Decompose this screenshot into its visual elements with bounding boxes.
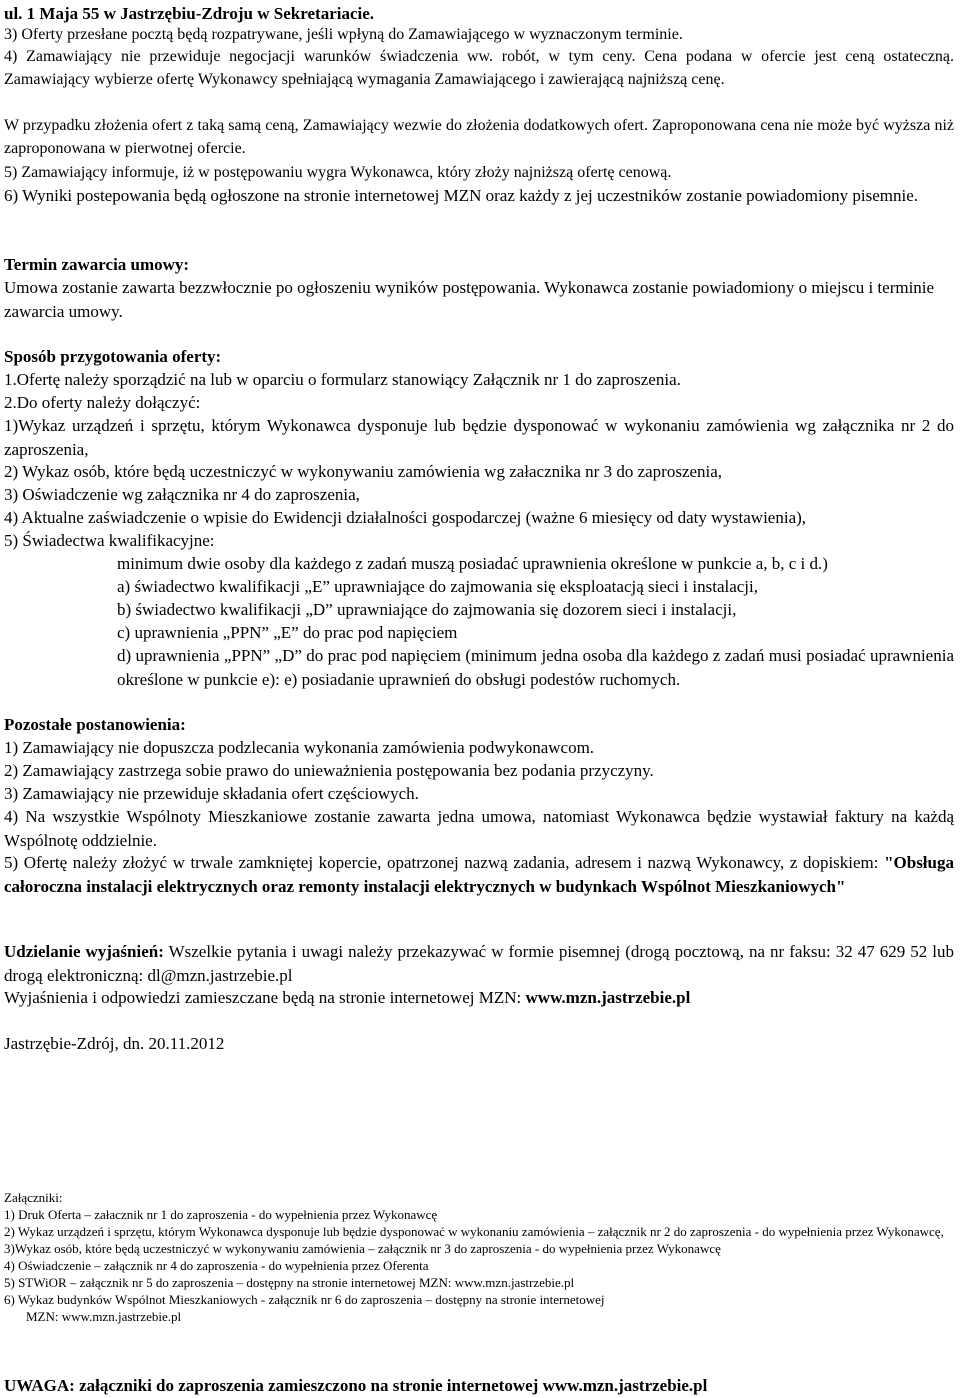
attachments-list: [4, 1189, 954, 1325]
attachment-item: 3)Wykaz osób, które będą uczestniczyć w wykonywaniu zamówienia – załącznik nr 3 do zaproszenia - do wypełnienia przez Wykonawcę: [4, 1241, 721, 1256]
wyjasnienia-line-2: [4, 986, 954, 1010]
attachment-item: 5) STWiOR – załącznik nr 5 do zaproszenia – dostępny na stronie internetowej MZN: www.mzn.jastrzebie.pl: [4, 1275, 575, 1290]
sposob-item-1: 1.Ofertę należy sporządzić na lub w oparciu o formularz stanowiący Załącznik nr 1 do zaproszenia.: [4, 370, 681, 389]
qualification-a: a) świadectwo kwalifikacji „E” uprawniające do zajmowania się eksploatacją sieci i instalacji,: [117, 577, 759, 596]
wyjasnienia-paragraph: [4, 940, 954, 987]
sposob-heading: Sposób przygotowania oferty:: [4, 347, 222, 366]
pozostale-2: 2) Zamawiający zastrzega sobie prawo do unieważnienia postępowania bez podania przyczyny.: [4, 761, 654, 780]
wyjasnienia-line-2-text: Wyjaśnienia i odpowiedzi zamieszczane będą na stronie internetowej MZN:: [4, 988, 526, 1007]
pozostale-heading: Pozostałe postanowienia:: [4, 715, 186, 734]
pozostale-4: 4) Na wszystkie Wspólnoty Mieszkaniowe zostanie zawarta jedna umowa, natomiast Wykonawca będzie wystawiał faktury na każdą Wspólnotę oddzielnie.: [4, 807, 954, 850]
document-date: Jastrzębie-Zdrój, dn. 20.11.2012: [4, 1034, 225, 1053]
qualification-c: c) uprawnienia „PPN” „E” do prac pod napięciem: [117, 623, 458, 642]
qualification-b: b) świadectwo kwalifikacji „D” uprawniające do zajmowania się dozorem sieci i instalacji,: [117, 600, 737, 619]
clause-4-equal-price: W przypadku złożenia ofert z taką samą ceną, Zamawiający wezwie do złożenia dodatkowych ofert. Zaproponowana cena nie może być wyższa niż zaproponowana w pierwotnej ofercie.: [4, 117, 954, 157]
pozostale-5-text: 5) Ofertę należy złożyć w trwale zamkniętej kopercie, opatrzonej nazwą zadania, adresem i nazwą Wykonawcy, z dopiskiem:: [4, 853, 885, 872]
qualification-d: d) uprawnienia „PPN” „D” do prac pod napięciem (minimum jedna osoba dla każdego z zadań musi posiadać uprawnienia określone w punkcie e): e) posiadanie uprawnień do obsługi podestów ruchomych.: [117, 646, 954, 689]
attachment-item: 4) Oświadczenie – załącznik nr 4 do zaproszenia - do wypełnienia przez Oferenta: [4, 1258, 429, 1273]
clause-5: 5) Zamawiający informuje, iż w postępowaniu wygra Wykonawca, który złoży najniższą ofertę cenową.: [4, 164, 672, 181]
attachment-req-4: 4) Aktualne zaświadczenie o wpisie do Ewidencji działalności gospodarczej (ważne 6 miesięcy od daty wystawienia),: [4, 508, 807, 527]
pozostale-3: 3) Zamawiający nie przewiduje składania ofert częściowych.: [4, 784, 419, 803]
clause-4: 4) Zamawiający nie przewiduje negocjacji warunków świadczenia ww. robót, w tym ceny. Cena podana w ofercie jest ceną ostateczną. Zamawiający wybierze ofertę Wykonawcy spełniającą wymagania Zamawiającego i zawierającą najniższą cenę.: [4, 48, 954, 88]
attachment-req-5: 5) Świadectwa kwalifikacyjne:: [4, 531, 215, 550]
attachment-item: 2) Wykaz urządzeń i sprzętu, którym Wykonawca dysponuje lub będzie dysponować w wykonaniu zamówienia – załącznik nr 2 do zaproszenia - do wypełnienia przez Wykonawcę,: [4, 1224, 944, 1239]
mzn-website-link[interactable]: www.mzn.jastrzebie.pl: [525, 988, 691, 1007]
wyjasnienia-heading: Udzielanie wyjaśnień:: [4, 942, 164, 961]
sposob-item-2: 2.Do oferty należy dołączyć:: [4, 393, 201, 412]
envelope-inscription: "Obsługa całoroczna instalacji elektrycznych oraz remonty instalacji elektrycznych w budynkach Wspólnot Mieszkaniowych": [4, 853, 954, 896]
attachment-item: 6) Wykaz budynków Wspólnot Mieszkaniowych - załącznik nr 6 do zaproszenia – dostępny na stronie internetowej: [4, 1292, 605, 1307]
clause-6: 6) Wyniki postepowania będą ogłoszone na stronie internetowej MZN oraz każdy z jej uczestników zostanie powiadomiony pisemnie.: [4, 186, 919, 205]
termin-heading: Termin zawarcia umowy:: [4, 255, 190, 274]
attachments-heading: Załączniki:: [4, 1190, 63, 1205]
clause-3: 3) Oferty przesłane pocztą będą rozpatrywane, jeśli wpłyną do Zamawiającego w wyznaczonym terminie.: [4, 26, 683, 43]
pozostale-5: [4, 851, 954, 898]
uwaga-note: UWAGA: załączniki do zaproszenia zamieszczono na stronie internetowej www.mzn.jastrzebie.pl: [4, 1376, 708, 1395]
termin-text: Umowa zostanie zawarta bezzwłocznie po ogłoszeniu wyników postępowania. Wykonawca zostanie powiadomiony o miejscu i terminie zawarcia umowy.: [4, 278, 935, 321]
qualification-minimum: minimum dwie osoby dla każdego z zadań muszą posiadać uprawnienia określone w punkcie a, b, c i d.): [117, 554, 828, 573]
attachment-item: 1) Druk Oferta – załacznik nr 1 do zaproszenia - do wypełnienia przez Wykonawcę: [4, 1207, 438, 1222]
wyjasnienia-text: Wszelkie pytania i uwagi należy przekazywać w formie pisemnej (drogą pocztową, na nr faksu: 32 47 629 52 lub drogą elektroniczną: dl@mzn.jastrzebie.pl: [4, 942, 954, 985]
attachment-req-1: 1)Wykaz urządzeń i sprzętu, którym Wykonawca dysponuje lub będzie dysponować w wykonaniu zamówienia wg załącznika nr 2 do zaproszenia,: [4, 416, 954, 459]
attachment-req-3: 3) Oświadczenie wg załącznika nr 4 do zaproszenia,: [4, 485, 360, 504]
address-line: ul. 1 Maja 55 w Jastrzębiu-Zdroju w Sekretariacie.: [4, 4, 375, 23]
attachment-item-continuation: MZN: www.mzn.jastrzebie.pl: [26, 1309, 182, 1324]
pozostale-1: 1) Zamawiający nie dopuszcza podzlecania wykonania zamówienia podwykonawcom.: [4, 738, 595, 757]
attachment-req-2: 2) Wykaz osób, które będą uczestniczyć w wykonywaniu zamówienia wg załacznika nr 3 do zaproszenia,: [4, 462, 723, 481]
